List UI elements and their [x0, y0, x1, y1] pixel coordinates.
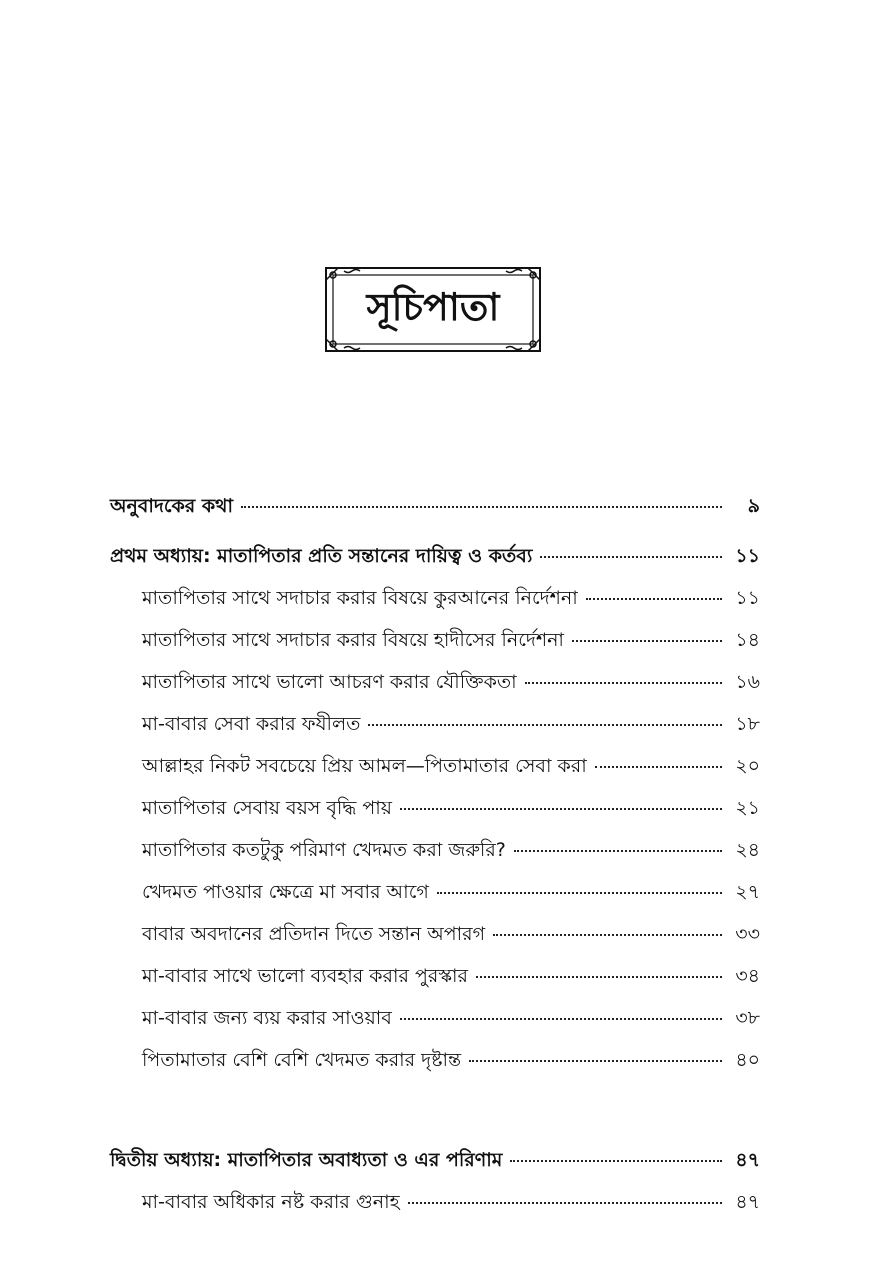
toc-section-row	[142, 879, 760, 905]
toc-section-row	[142, 1047, 760, 1073]
toc-section-row	[142, 753, 760, 779]
dot-leader	[510, 1160, 722, 1162]
toc-entry-label: মা-বাবার অধিকার নষ্ট করার গুনাহ	[142, 1191, 400, 1213]
toc-page-number: ১৮	[735, 713, 760, 735]
toc-page-number: ৪০	[735, 1049, 760, 1071]
toc-page-number: ১১	[735, 587, 760, 609]
toc-page-number: ৯	[747, 495, 760, 517]
toc-chapter-row	[110, 1147, 760, 1173]
toc-entry-label: মাতাপিতার সেবায় বয়স বৃদ্ধি পায়	[142, 797, 392, 819]
toc-entry-label: খেদমত পাওয়ার ক্ষেত্রে মা সবার আগে	[142, 881, 429, 903]
toc-page-number: ৪৭	[735, 1149, 760, 1171]
toc-page-number: ২১	[735, 797, 760, 819]
toc-page-number: ৩৪	[735, 965, 760, 987]
dot-leader	[408, 1202, 722, 1204]
dot-leader	[437, 892, 722, 894]
dot-leader	[540, 556, 722, 558]
toc-page-number: ২৪	[735, 839, 760, 861]
toc-section-row	[142, 669, 760, 695]
dot-leader	[400, 1018, 722, 1020]
dot-leader	[586, 598, 722, 600]
dot-leader	[514, 850, 722, 852]
toc-page-number: ৪৭	[735, 1191, 760, 1213]
toc-page-number: ৩৮	[735, 1007, 760, 1029]
toc-entry-label: পিতামাতার বেশি বেশি খেদমত করার দৃষ্টান্ত	[142, 1049, 462, 1071]
toc-entry-label: মাতাপিতার সাথে ভালো আচরণ করার যৌক্তিকতা	[142, 671, 517, 693]
toc-page-number: ১৪	[735, 629, 760, 651]
toc-entry-label: অনুবাদকের কথা	[110, 495, 233, 517]
toc-section-row	[142, 963, 760, 989]
toc-page-number: ১৬	[735, 671, 760, 693]
toc-page-number: ৩৩	[735, 923, 760, 945]
dot-leader	[595, 766, 722, 768]
dot-leader	[469, 1060, 722, 1062]
page-title: সূচিপাতা	[366, 284, 500, 329]
dot-leader	[476, 976, 722, 978]
toc-section-row	[142, 1005, 760, 1031]
toc-entry-label: দ্বিতীয় অধ্যায়: মাতাপিতার অবাধ্যতা ও এর পরিণাম	[110, 1149, 503, 1171]
dot-leader	[241, 506, 722, 508]
toc-section-row	[142, 837, 760, 863]
dot-leader	[400, 808, 722, 810]
toc-entry-label: মাতাপিতার সাথে সদাচার করার বিষয়ে কুরআনের নির্দেশনা	[142, 587, 578, 609]
toc-section-row	[142, 585, 760, 611]
dot-leader	[368, 724, 722, 726]
toc-entry-label: আল্লাহর নিকট সবচেয়ে প্রিয় আমল—পিতামাতার সেবা করা	[142, 755, 587, 777]
toc-chapter-row	[110, 493, 760, 519]
toc-entry-label: মাতাপিতার সাথে সদাচার করার বিষয়ে হাদীসের নির্দেশনা	[142, 629, 564, 651]
toc-section-row	[142, 921, 760, 947]
toc-chapter-row	[110, 543, 760, 569]
toc-section-row	[142, 1189, 760, 1215]
dot-leader	[493, 934, 722, 936]
toc-page-number: ২৭	[735, 881, 760, 903]
toc-page-number: ২০	[735, 755, 760, 777]
toc-entry-label: মাতাপিতার কতটুকু পরিমাণ খেদমত করা জরুরি?	[142, 839, 506, 861]
toc-section-row	[142, 795, 760, 821]
toc-section-row	[142, 627, 760, 653]
toc-entry-label: মা-বাবার জন্য ব্যয় করার সাওয়াব	[142, 1007, 392, 1029]
toc-entry-label: মা-বাবার সাথে ভালো ব্যবহার করার পুরস্কার	[142, 965, 469, 987]
toc-entry-label: মা-বাবার সেবা করার ফযীলত	[142, 713, 361, 735]
toc-entry-label: প্রথম অধ্যায়: মাতাপিতার প্রতি সন্তানের দায়িত্ব ও কর্তব্য	[110, 545, 533, 567]
toc-entry-label: বাবার অবদানের প্রতিদান দিতে সন্তান অপারগ	[142, 923, 486, 945]
dot-leader	[525, 682, 722, 684]
dot-leader	[572, 640, 722, 642]
toc-page-number: ১১	[735, 545, 760, 567]
toc-section-row	[142, 711, 760, 737]
